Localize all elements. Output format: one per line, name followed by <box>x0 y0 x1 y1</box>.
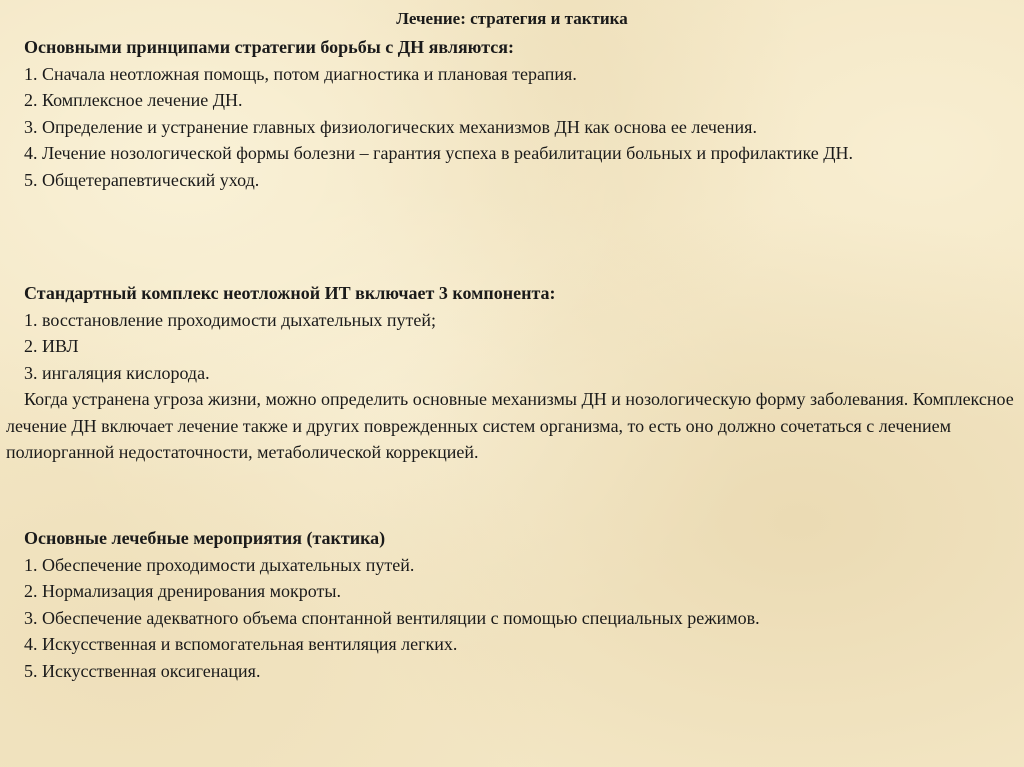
strategy-item-1: 1. Сначала неотложная помощь, потом диагностика и плановая терапия. <box>24 63 577 84</box>
emergency-paragraph: Когда устранена угроза жизни, можно определить основные механизмы ДН и нозологическую форму заболевания. Комплексное лечение ДН включает лечение также и других поврежденных систем организма, то есть оно должно сочетаться с лечением полиорганной недостаточности, метаболической коррекцией. <box>6 389 1014 462</box>
tactics-item-5: 5. Искусственная оксигенация. <box>24 660 261 681</box>
emergency-heading: Стандартный комплекс неотложной ИТ включает 3 компонента: <box>24 283 556 303</box>
strategy-section <box>6 34 1018 193</box>
slide-title: Лечение: стратегия и тактика <box>396 9 628 28</box>
emergency-item-3: 3. ингаляция кислорода. <box>24 362 210 383</box>
emergency-section <box>6 280 1018 466</box>
emergency-item-2: 2. ИВЛ <box>24 336 79 356</box>
tactics-section <box>6 525 1018 684</box>
emergency-item-1: 1. восстановление проходимости дыхательных путей; <box>24 309 437 330</box>
tactics-item-1: 1. Обеспечение проходимости дыхательных путей. <box>24 554 415 575</box>
tactics-heading: Основные лечебные мероприятия (тактика) <box>24 528 386 548</box>
tactics-item-4: 4. Искусственная и вспомогательная вентиляция легких. <box>24 634 458 654</box>
tactics-item-2: 2. Нормализация дренирования мокроты. <box>24 581 341 601</box>
tactics-item-3: 3. Обеспечение адекватного объема спонтанной вентиляции с помощью специальных режимов. <box>24 607 760 628</box>
strategy-item-3: 3. Определение и устранение главных физиологических механизмов ДН как основа ее лечения. <box>24 116 757 137</box>
strategy-heading: Основными принципами стратегии борьбы с ДН являются: <box>24 37 514 57</box>
strategy-item-4: 4. Лечение нозологической формы болезни – гарантия успеха в реабилитации больных и профилактике ДН. <box>24 143 854 163</box>
strategy-item-5: 5. Общетерапевтический уход. <box>24 169 260 190</box>
strategy-item-2: 2. Комплексное лечение ДН. <box>24 90 243 110</box>
